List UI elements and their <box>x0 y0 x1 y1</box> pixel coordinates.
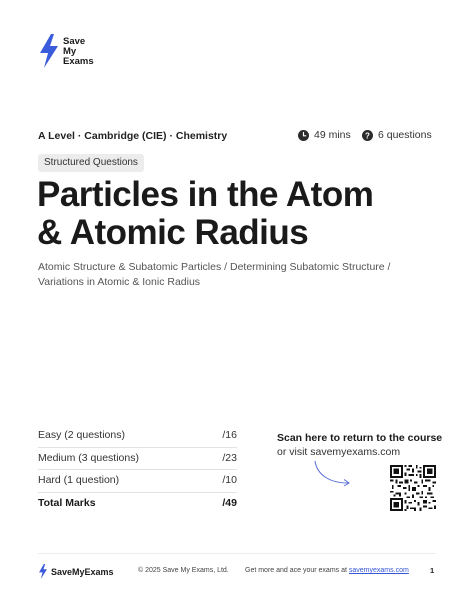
marks-row-value: /10 <box>222 474 237 486</box>
marks-row-hard <box>38 470 237 493</box>
title-line-2: & Atomic Radius <box>37 213 309 252</box>
footer-tagline <box>245 567 409 574</box>
course-breadcrumb: A Level · Cambridge (CIE) · Chemistry <box>38 130 228 142</box>
footer-divider <box>38 553 436 554</box>
marks-row-label: Medium (3 questions) <box>38 451 139 464</box>
duration-info <box>298 129 351 141</box>
marks-row-value: /23 <box>222 451 237 464</box>
logo-wordmark <box>63 37 94 67</box>
logo-line-my: My <box>63 46 77 57</box>
duration-text: 49 mins <box>314 129 351 141</box>
question-count-text: 6 questions <box>378 129 432 141</box>
total-marks-label: Total Marks <box>38 496 96 509</box>
footer-tagline-text: Get more and ace your exams at <box>245 567 347 574</box>
svg-text:?: ? <box>365 130 370 140</box>
marks-row-label: Hard (1 question) <box>38 474 120 486</box>
save-my-exams-logo[interactable] <box>38 34 118 68</box>
marks-row-value: /16 <box>222 429 237 441</box>
question-count-info <box>362 129 432 141</box>
marks-row-easy <box>38 425 237 448</box>
total-marks-value: /49 <box>222 496 237 509</box>
clock-icon <box>298 130 309 141</box>
qr-code[interactable] <box>390 465 436 511</box>
footer-website-link[interactable]: savemyexams.com <box>348 567 409 574</box>
footer-brand-name: SaveMyExams <box>51 566 114 577</box>
question-circle-icon <box>362 130 373 141</box>
page-title <box>37 176 457 252</box>
lightning-bolt-icon <box>38 34 60 68</box>
question-type-tag: Structured Questions <box>38 154 144 172</box>
topic-subtitle: Atomic Structure & Subatomic Particles / Determining Subatomic Structure / Variations in Atomic & Ionic Radius <box>38 261 391 288</box>
marks-row-label: Easy (2 questions) <box>38 429 125 441</box>
marks-table <box>38 425 237 514</box>
scan-subtitle: or visit savemyexams.com <box>277 446 401 458</box>
marks-row-medium <box>38 448 237 471</box>
footer-logo[interactable] <box>38 564 114 579</box>
lightning-bolt-icon <box>38 564 48 579</box>
title-line-1: Particles in the Atom <box>37 175 374 214</box>
curved-arrow-icon <box>312 459 354 487</box>
logo-line-exams: Exams <box>63 56 94 67</box>
logo-line-save: Save <box>63 36 86 47</box>
marks-row-total <box>38 493 237 515</box>
footer-copyright: © 2025 Save My Exams, Ltd. <box>138 567 229 574</box>
scan-title: Scan here to return to the course <box>277 432 443 444</box>
page-number: 1 <box>430 566 435 575</box>
